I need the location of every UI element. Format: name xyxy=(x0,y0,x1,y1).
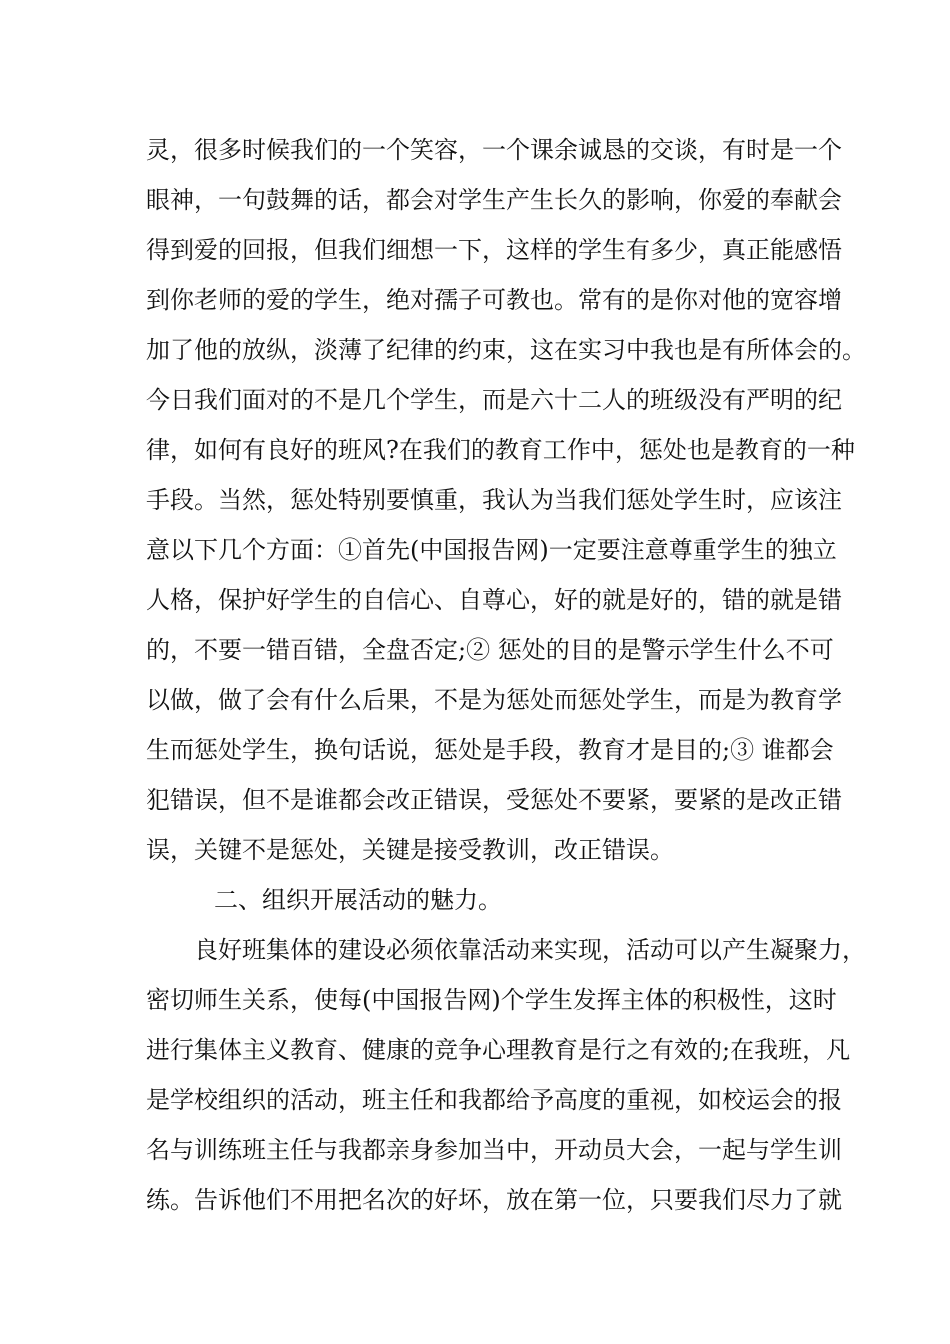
text-line: 眼神，一句鼓舞的话，都会对学生产生长久的影响，你爱的奉献会 xyxy=(146,186,842,214)
text-line: 的，不要一错百错，全盘否定;② 惩处的目的是警示学生什么不可 xyxy=(146,636,834,664)
text-line: 生而惩处学生，换句话说，惩处是手段，教育才是目的;③ 谁都会 xyxy=(146,736,834,764)
text-line: 手段。当然，惩处特别要慎重，我认为当我们惩处学生时，应该注 xyxy=(146,486,842,514)
text-line: 到你老师的爱的学生，绝对孺子可教也。常有的是你对他的宽容增 xyxy=(146,286,842,314)
section-heading: 二、组织开展活动的魅力。 xyxy=(214,886,502,914)
text-line: 练。告诉他们不用把名次的好坏，放在第一位，只要我们尽力了就 xyxy=(146,1186,842,1214)
text-line: 人格，保护好学生的自信心、自尊心，好的就是好的，错的就是错 xyxy=(146,586,842,614)
paragraph-first-line: 良好班集体的建设必须依靠活动来实现，活动可以产生凝聚力， xyxy=(194,936,866,964)
text-line: 以做，做了会有什么后果，不是为惩处而惩处学生，而是为教育学 xyxy=(146,686,842,714)
text-line: 名与训练班主任与我都亲身参加当中，开动员大会，一起与学生训 xyxy=(146,1136,842,1164)
text-line: 是学校组织的活动，班主任和我都给予高度的重视，如校运会的报 xyxy=(146,1086,842,1114)
text-line: 灵，很多时候我们的一个笑容，一个课余诚恳的交谈，有时是一个 xyxy=(146,136,842,164)
text-line: 密切师生关系，使每(中国报告网)个学生发挥主体的积极性，这时 xyxy=(146,986,837,1014)
text-line: 加了他的放纵，淡薄了纪律的约束，这在实习中我也是有所体会的。 xyxy=(146,336,866,364)
text-line: 意以下几个方面：①首先(中国报告网)一定要注意尊重学生的独立 xyxy=(146,536,837,564)
text-line: 进行集体主义教育、健康的竞争心理教育是行之有效的;在我班，凡 xyxy=(146,1036,851,1064)
text-line: 律，如何有良好的班风?在我们的教育工作中，惩处也是教育的一种 xyxy=(146,436,855,464)
text-line: 误，关键不是惩处，关键是接受教训，改正错误。 xyxy=(146,836,674,864)
text-line: 犯错误，但不是谁都会改正错误，受惩处不要紧，要紧的是改正错 xyxy=(146,786,842,814)
text-line: 今日我们面对的不是几个学生，而是六十二人的班级没有严明的纪 xyxy=(146,386,842,414)
text-line: 得到爱的回报，但我们细想一下，这样的学生有多少，真正能感悟 xyxy=(146,236,842,264)
